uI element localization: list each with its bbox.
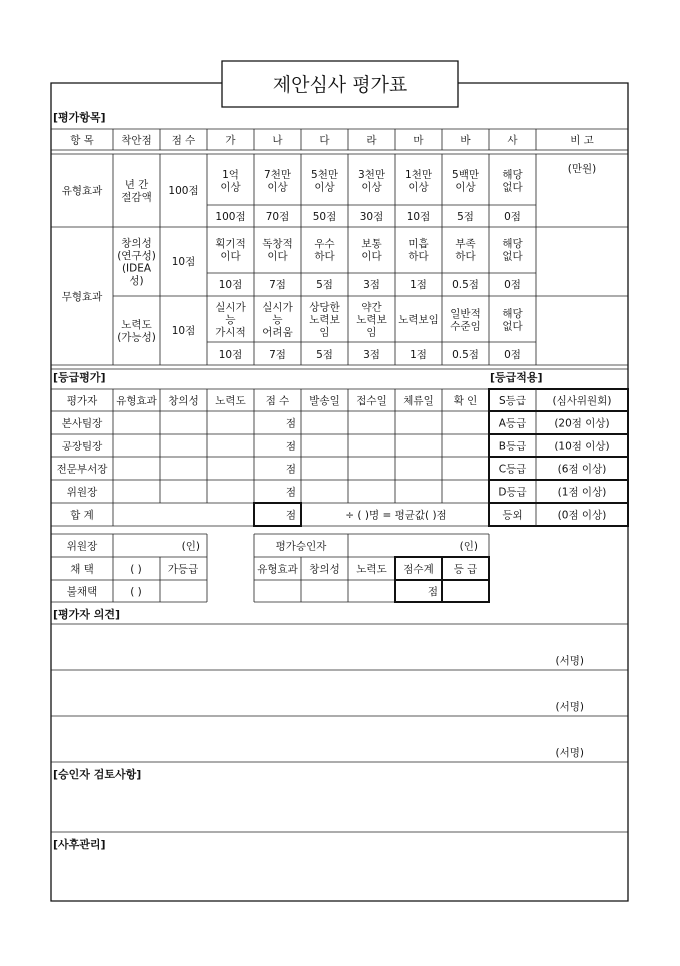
col-header: 바 (460, 134, 471, 147)
eval-col-header: 평가자 (66, 395, 98, 407)
level-creativity: 하다 (455, 250, 476, 263)
level-tangible: 없다 (502, 181, 523, 194)
focus-creativity: 창의성 (121, 237, 152, 250)
focus-creativity: (IDEA (121, 262, 152, 275)
level-effort: 노력보 (356, 314, 387, 326)
level-creativity: 부족 (455, 237, 476, 250)
points-effort: 1점 (410, 349, 427, 361)
evaluator-name: 위원장 (66, 486, 98, 499)
points-effort: 5점 (316, 349, 333, 361)
eval-col-header: 발송일 (309, 395, 340, 407)
grade-name: D등급 (498, 486, 527, 499)
points-tangible: 30점 (359, 211, 384, 223)
approval-col-header: 등 급 (453, 563, 478, 576)
col-header: 라 (366, 134, 377, 147)
points-effort: 0.5점 (452, 349, 479, 361)
points-tangible: 70점 (265, 211, 290, 223)
evaluator-name: 본사팀장 (61, 417, 103, 430)
level-tangible: 이상 (267, 181, 288, 194)
points-effort: 3점 (363, 349, 380, 361)
level-tangible: 1억 (222, 168, 239, 181)
eval-col-header: 체류일 (403, 395, 434, 407)
level-creativity: 하다 (314, 250, 335, 263)
section-label-grade-apply: [등급적용] (490, 371, 543, 384)
level-tangible: 이상 (361, 181, 382, 194)
approval-col-header: 유형효과 (257, 563, 298, 576)
sign-3: (서명) (555, 747, 584, 759)
sign-2: (서명) (555, 701, 584, 713)
level-effort: 실시가 (262, 301, 293, 314)
level-creativity: 없다 (502, 250, 523, 263)
level-tangible: 3천만 (358, 168, 385, 181)
eval-col-header: 창의성 (168, 395, 199, 407)
eval-col-header: 유형효과 (116, 395, 157, 407)
points-tangible: 5점 (457, 211, 474, 223)
level-tangible: 해당 (502, 168, 523, 181)
eval-col-header: 노력도 (215, 395, 246, 407)
level-tangible: 5백만 (452, 168, 479, 181)
level-creativity: 미흡 (408, 237, 429, 250)
score-unit: 점 (285, 463, 296, 476)
total-unit: 점 (285, 509, 296, 522)
level-effort: 노력보 (309, 314, 340, 326)
section-label-opinion: [평가자 의견] (53, 608, 121, 621)
adopt-checkbox: ( ) (130, 563, 142, 576)
level-tangible: 이상 (408, 181, 429, 194)
level-tangible: 이상 (220, 181, 241, 194)
item-tangible: 유형효과 (61, 185, 103, 197)
level-effort: 노력보임 (398, 314, 439, 326)
col-header: 비 고 (570, 134, 594, 147)
eval-col-header: 점 수 (265, 395, 290, 407)
focus-effort: (가능성) (117, 331, 156, 344)
level-tangible: 이상 (314, 181, 335, 194)
score-unit: 점 (285, 440, 296, 453)
grade-criteria: (6점 이상) (557, 463, 607, 476)
score-unit: 점 (285, 486, 296, 499)
grade-criteria: (1점 이상) (557, 486, 607, 499)
col-header: 착안점 (121, 134, 152, 147)
level-tangible: 이상 (455, 181, 476, 194)
score-creativity: 10점 (171, 256, 196, 268)
points-tangible: 10점 (406, 211, 431, 223)
average-formula: ÷ ( )명 = 평균값( )점 (345, 509, 447, 522)
level-creativity: 획기적 (215, 237, 246, 250)
focus-annual-savings: 절감액 (121, 191, 152, 204)
level-creativity: 해당 (502, 237, 523, 250)
points-creativity: 3점 (363, 279, 380, 291)
level-effort: 수준임 (450, 320, 481, 333)
level-effort: 가시적 (215, 326, 246, 339)
focus-effort: 노력도 (121, 318, 152, 331)
grade-criteria: (0점 이상) (557, 509, 607, 522)
score-tangible: 100점 (168, 185, 199, 197)
approval-col-header: 노력도 (356, 563, 387, 576)
grade-name: 등외 (502, 509, 523, 522)
approver-seal: (인) (459, 540, 478, 553)
grade-name: S등급 (499, 395, 526, 407)
approval-col-header: 점수계 (403, 563, 434, 576)
points-creativity: 5점 (316, 279, 333, 291)
approver-label: 평가승인자 (275, 540, 327, 553)
adopt-label: 채 택 (70, 563, 94, 576)
level-tangible: 1천만 (405, 168, 432, 181)
level-effort: 일반적 (450, 307, 481, 320)
points-effort: 10점 (218, 349, 243, 361)
form-title: 제안심사 평가표 (272, 74, 408, 96)
level-creativity: 독창적 (262, 237, 293, 250)
focus-annual-savings: 년 간 (124, 178, 149, 191)
provisional-grade-label: 가등급 (167, 563, 199, 576)
col-header: 사 (507, 134, 518, 147)
grade-name: B등급 (498, 440, 527, 453)
level-effort: 없다 (502, 320, 523, 333)
level-creativity: 보통 (361, 237, 382, 250)
level-creativity: 우수 (314, 237, 335, 250)
section-label-followup: [사후관리] (53, 838, 106, 851)
col-header: 점 수 (171, 134, 196, 147)
focus-creativity: 성) (129, 274, 144, 287)
grade-criteria: (10점 이상) (554, 440, 610, 453)
section-label-grade-eval: [등급평가] (53, 371, 106, 384)
score-effort: 10점 (171, 325, 196, 337)
chair-label: 위원장 (66, 540, 98, 553)
grade-name: A등급 (498, 417, 527, 430)
level-effort: 능 (225, 314, 236, 326)
grade-name: C등급 (498, 463, 527, 476)
points-effort: 7점 (269, 349, 286, 361)
level-creativity: 하다 (408, 250, 429, 263)
points-tangible: 0점 (504, 211, 521, 223)
section-label-items: [평가항목] (53, 111, 106, 124)
points-tangible: 50점 (312, 211, 337, 223)
col-header: 나 (272, 134, 283, 147)
col-header: 항 목 (70, 134, 94, 147)
col-header: 마 (413, 134, 424, 147)
level-creativity: 이다 (267, 250, 288, 263)
level-tangible: 7천만 (264, 168, 291, 181)
level-creativity: 이다 (361, 250, 382, 263)
level-effort: 어려움 (262, 326, 293, 339)
points-creativity: 1점 (410, 279, 427, 291)
item-intangible: 무형효과 (61, 291, 103, 303)
col-header: 다 (319, 134, 330, 147)
approval-col-header: 창의성 (309, 563, 340, 576)
grade-criteria: (20점 이상) (554, 417, 610, 430)
points-creativity: 0.5점 (452, 279, 479, 291)
level-effort: 약간 (361, 301, 382, 314)
col-header: 가 (225, 134, 236, 147)
level-effort: 임 (366, 326, 377, 339)
level-effort: 실시가 (215, 301, 246, 314)
evaluator-name: 공장팀장 (61, 440, 103, 453)
sign-1: (서명) (555, 655, 584, 667)
total-label: 합 계 (70, 509, 94, 522)
approval-score-unit: 점 (427, 586, 438, 598)
reject-label: 불채택 (66, 586, 98, 598)
level-effort: 해당 (502, 307, 523, 320)
score-unit: 점 (285, 417, 296, 430)
remark-unit: (만원) (567, 163, 597, 175)
level-creativity: 이다 (220, 250, 241, 263)
evaluator-name: 전문부서장 (56, 463, 108, 476)
section-label-review: [승인자 검토사항] (53, 768, 142, 781)
points-effort: 0점 (504, 349, 521, 361)
points-creativity: 0점 (504, 279, 521, 291)
points-creativity: 10점 (218, 279, 243, 291)
reject-checkbox: ( ) (130, 586, 142, 598)
level-tangible: 5천만 (311, 168, 338, 181)
grade-criteria: (심사위원회) (552, 395, 612, 407)
eval-col-header: 접수일 (356, 395, 387, 407)
points-creativity: 7점 (269, 279, 286, 291)
points-tangible: 100점 (215, 211, 246, 223)
level-effort: 임 (319, 326, 330, 339)
eval-col-header: 확 인 (453, 395, 478, 407)
level-effort: 능 (272, 314, 283, 326)
focus-creativity: (연구성) (117, 249, 156, 262)
chair-seal: (인) (181, 540, 200, 553)
level-effort: 상당한 (309, 301, 340, 314)
